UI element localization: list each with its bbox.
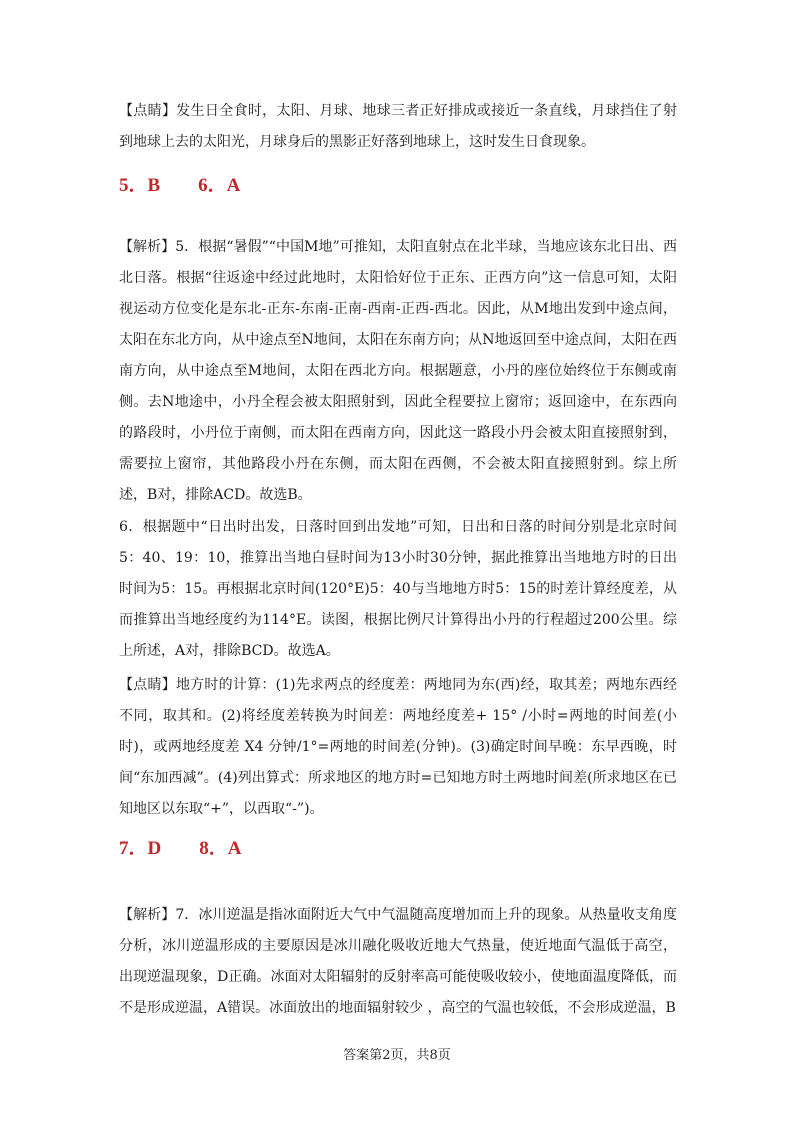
tip-paragraph-local-time: 【点睛】地方时的计算：(1)先求两点的经度差：两地同为东(西)经，取其差；两地东西经不同，取其和。(2)将经度差转换为时间差：两地经度差+ 15° /小时=两地的时间差(小时)，或两地经度差 X4 分钟/1°=两地的时间差(分钟)。(3)确定时间早晚：东早西晚，时间“东加西减”。(4)列出算式：所求地区的地方时=已知地方时土两地时间差(所求地区在已知地区以东取“+”，以西取“-”)。 (119, 677, 677, 817)
page-footer: 答案第2页，共8页 (343, 1048, 451, 1063)
answer-line-5-6: 5．B 6．A (119, 175, 241, 196)
answer-line-7-8: 7．D 8．A (119, 838, 242, 859)
analysis-paragraph-q5: 【解析】5．根据“暑假”“中国M地”可推知，太阳直射点在北半球，当地应该东北日出、西北日落。根据“往返途中经过此地时，太阳恰好位于正东、正西方向”这一信息可知，太阳视运动方位变化是东北-正东-东南-正南-西南-正西-西北。因此，从M地出发到中途点间，太阳在东北方向，从中途点至N地间，太阳在东南方向；从N地返回至中途点间，太阳在西南方向，从中途点至M地间，太阳在西北方向。根据题意，小丹的座位始终位于东侧或南侧。去N地途中，小丹全程会被太阳照射到，因此全程要拉上窗帘；返回途中，在东西向的路段时，小丹位于南侧，而太阳在西南方向，因此这一路段小丹会被太阳直接照射到，需要拉上窗帘，其他路段小丹在东侧，而太阳在西侧，不会被太阳直接照射到。综上所述，B对，排除ACD。故选B。 (119, 239, 677, 503)
tip-paragraph-eclipse: 【点睛】发生日全食时，太阳、月球、地球三者正好排成或接近一条直线，月球挡住了射到地球上去的太阳光，月球身后的黑影正好落到地球上，这时发生日食现象。 (119, 103, 677, 150)
analysis-paragraph-q7: 【解析】7．冰川逆温是指冰面附近大气中气温随高度增加而上升的现象。从热量收支角度分析，冰川逆温形成的主要原因是冰川融化吸收近地大气热量，使近地面气温低于高空，出现逆温现象，D正确。冰面对太阳辐射的反射率高可能使吸收较小，使地面温度降低，而不是形成逆温，A错误。冰面放出的地面辐射较少 ，高空的气温也较低，不会形成逆温，B (119, 907, 677, 1016)
analysis-paragraph-q6: 6．根据题中“日出时出发，日落时回到出发地”可知，日出和日落的时间分别是北京时间5：40、19：10，推算出当地白昼时间为13小时30分钟，据此推算出当地地方时的日出时间为5：15。再根据北京时间(120°E)5：40与当地地方时5：15的时差计算经度差，从而推算出当地经度约为114°E。读图，根据比例尺计算得出小丹的行程超过200公里。综上所述，A对，排除BCD。故选A。 (119, 519, 677, 659)
